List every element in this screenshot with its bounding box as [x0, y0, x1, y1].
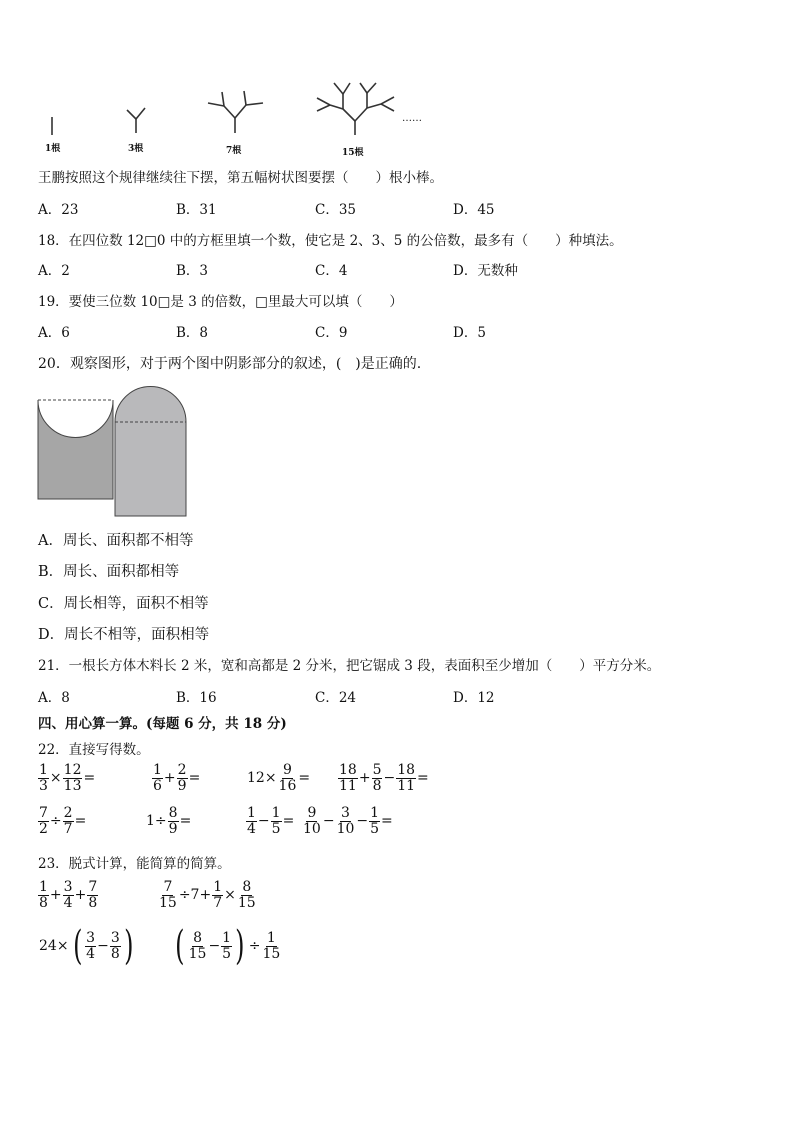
q20-option-d[interactable]: D．周长不相等，面积相等	[38, 627, 210, 643]
q18-option-c[interactable]: C．4	[315, 263, 348, 279]
tree-2	[127, 108, 145, 133]
q23-text: 23．脱式计算，能简算的简算。	[38, 856, 231, 872]
q22-expr-1: $\frac{1}{3}$ × $\frac{12}{13}$ =	[39, 762, 96, 794]
q19-option-d[interactable]: D．5	[453, 325, 486, 341]
q20-option-b[interactable]: B．周长、面积都相等	[38, 564, 180, 580]
q22-expr-4: $\frac{18}{11}$ + $\frac{5}{8}$ − $\frac{18}{11}$ =	[339, 762, 429, 794]
q21-option-b[interactable]: B．16	[176, 690, 217, 706]
q18-option-a[interactable]: A．2	[38, 263, 70, 279]
q22-expr-2: $\frac{1}{6}$ + $\frac{2}{9}$ =	[153, 762, 201, 794]
q18-text: 18．在四位数 12□0 中的方框里填一个数，使它是 2、3、5 的公倍数，最多有（ ）种填法。	[38, 233, 623, 249]
q22-expr-5: $\frac{7}{2}$ ÷ $\frac{2}{7}$ =	[39, 805, 87, 837]
tree-label-1: 1根	[45, 144, 61, 154]
tree-label-3: 7根	[226, 146, 242, 156]
section-4-heading: 四、用心算一算。(每题 6 分，共 18 分)	[38, 716, 287, 732]
tree-label-4: 15根	[342, 148, 364, 158]
q19-option-b[interactable]: B．8	[176, 325, 209, 341]
tree-3	[208, 91, 263, 133]
q17-option-c[interactable]: C．35	[315, 202, 357, 218]
q23-expr-1: $\frac{1}{8}$ + $\frac{3}{4}$ + $\frac{7}{8}$	[39, 879, 98, 911]
q17-text: 王鹏按照这个规律继续往下摆，第五幅树状图要摆（ ）根小棒。	[38, 170, 443, 186]
q19-text: 19．要使三位数 10□是 3 的倍数，□里最大可以填（ ）	[38, 294, 403, 310]
q22-expr-3: 12× $\frac{9}{16}$ =	[247, 762, 311, 794]
q22-expr-6: 1÷ $\frac{8}{9}$ =	[146, 805, 192, 837]
q22-text: 22．直接写得数。	[38, 742, 150, 758]
q21-text: 21．一根长方体木料长 2 米，宽和高都是 2 分米，把它锯成 3 段，表面积至少增加（ ）平方分米。	[38, 658, 661, 674]
q22-expr-8: $\frac{9}{10}$ − $\frac{3}{10}$ − $\frac{1}{5}$ =	[303, 805, 393, 837]
q20-option-c[interactable]: C．周长相等，面积不相等	[38, 596, 209, 612]
q17-option-d[interactable]: D．45	[453, 202, 495, 218]
shaded-figures	[36, 384, 191, 520]
q20-text: 20．观察图形，对于两个图中阴影部分的叙述，( )是正确的.	[38, 356, 422, 372]
q20-option-a[interactable]: A．周长、面积都不相等	[38, 533, 194, 549]
q21-option-a[interactable]: A．8	[38, 690, 70, 706]
q22-expr-7: $\frac{1}{4}$ − $\frac{1}{5}$ =	[247, 805, 295, 837]
q23-expr-2: $\frac{7}{15}$ ÷7+ $\frac{1}{7}$ × $\frac{8}{15}$	[159, 879, 256, 911]
right-shaded-shape	[115, 387, 186, 516]
q21-option-c[interactable]: C．24	[315, 690, 357, 706]
q18-option-d[interactable]: D．无数种	[453, 263, 518, 279]
tree-label-2: 3根	[128, 144, 144, 154]
tree-ellipsis: ……	[402, 113, 422, 124]
q19-option-a[interactable]: A．6	[38, 325, 70, 341]
q23-expr-4: ( $\frac{8}{15}$ − $\frac{1}{5}$ ) ÷ $\frac{1}{15}$	[175, 923, 281, 969]
q23-expr-3: 24× ( $\frac{3}{4}$ − $\frac{3}{8}$ )	[39, 923, 134, 969]
q19-option-c[interactable]: C．9	[315, 325, 348, 341]
q17-option-a[interactable]: A．23	[38, 202, 79, 218]
q21-option-d[interactable]: D．12	[453, 690, 495, 706]
q17-option-b[interactable]: B．31	[176, 202, 217, 218]
left-shaded-shape	[38, 400, 113, 499]
q18-option-b[interactable]: B．3	[176, 263, 209, 279]
tree-4	[317, 83, 394, 135]
